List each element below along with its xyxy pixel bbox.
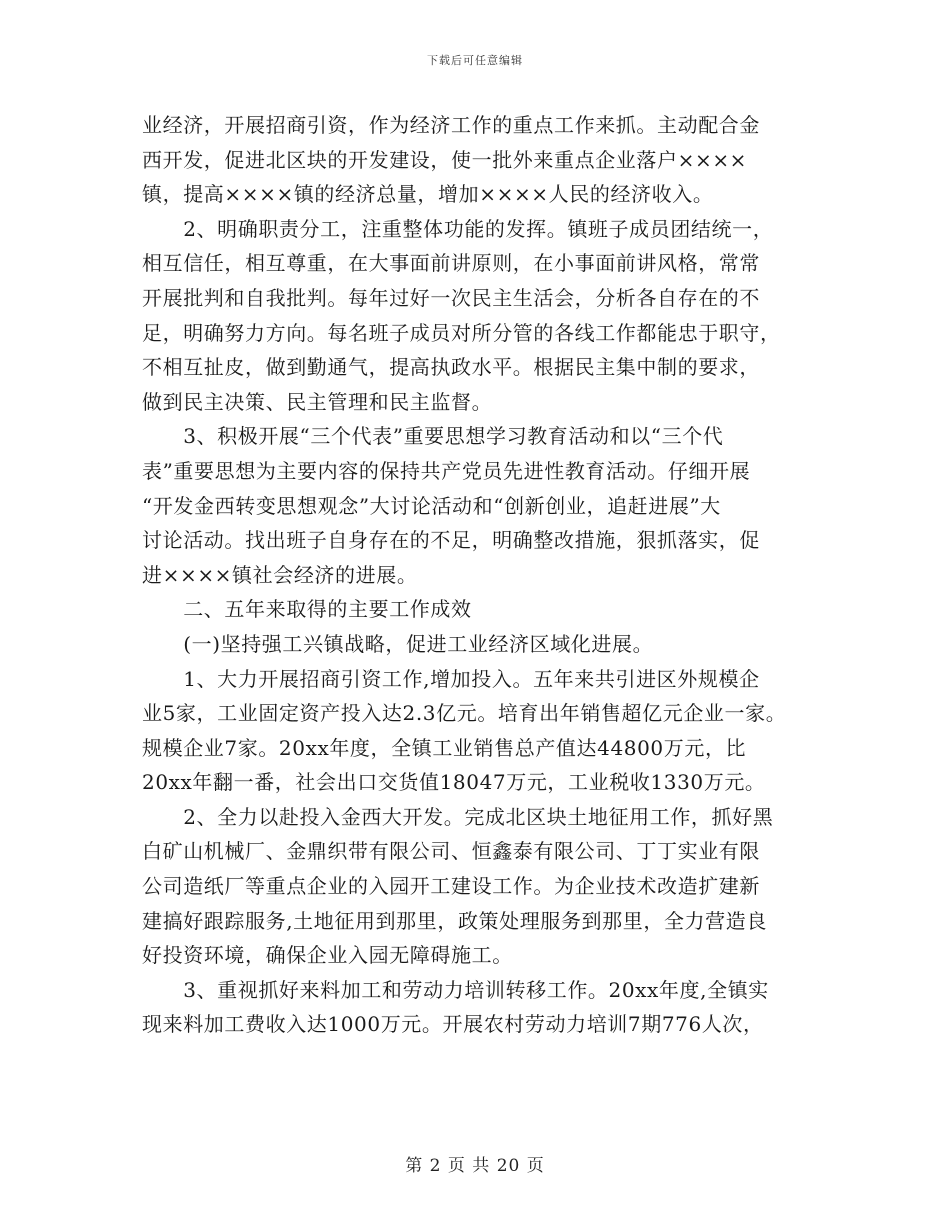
text-line: 做到民主决策、民主管理和民主监督。: [142, 389, 493, 414]
section-heading: 二、五年来取得的主要工作成效: [142, 597, 472, 622]
text-line: 讨论活动。找出班子自身存在的不足，明确整改措施，狠抓落实，促: [142, 528, 760, 553]
text-line: 2、全力以赴投入金西大开发。完成北区块土地征用工作，抓好黑: [142, 804, 774, 829]
page-number-footer: 第 2 页 共 20 页: [405, 1156, 545, 1176]
text-line: 公司造纸厂等重点企业的入园开工建设工作。为企业技术改造扩建新: [142, 874, 760, 899]
document-body: [142, 108, 842, 1042]
page-header: 下载后可任意编辑: [427, 54, 523, 67]
text-line: 3、积极开展“三个代表”重要思想学习教育活动和以“三个代: [142, 424, 724, 449]
text-line: 业5家，工业固定资产投入达2.3亿元。培育出年销售超亿元企业一家。: [142, 701, 787, 726]
subsection-heading: (一)坚持强工兴镇战略，促进工业经济区域化进展。: [142, 631, 654, 656]
text-line: “开发金西转变思想观念”大讨论活动和“创新创业，追赶进展”大: [142, 493, 721, 518]
text-line: 镇，提高××××镇的经济总量，增加××××人民的经济收入。: [142, 182, 714, 207]
text-line: 业经济，开展招商引资，作为经济工作的重点工作来抓。主动配合金: [142, 113, 760, 137]
text-line: 白矿山机械厂、金鼎织带有限公司、恒鑫泰有限公司、丁丁实业有限: [142, 839, 760, 864]
text-line: 1、大力开展招商引资工作,增加投入。五年来共引进区外规模企: [142, 666, 760, 691]
text-line: 20xx年翻一番，社会出口交货值18047万元，工业税收1330万元。: [142, 770, 766, 795]
text-line: 足，明确努力方向。每名班子成员对所分管的各线工作都能忠于职守，: [142, 320, 781, 345]
text-line: 现来料加工费收入达1000万元。开展农村劳动力培训7期776人次，: [142, 1012, 764, 1037]
text-line: 规模企业7家。20xx年度，全镇工业销售总产值达44800万元，比: [142, 735, 747, 760]
text-line: 好投资环境，确保企业入园无障碍施工。: [142, 943, 513, 968]
text-line: 表”重要思想为主要内容的保持共产党员先进性教育活动。仔细开展: [142, 458, 751, 483]
text-line: 西开发，促进北区块的开发建设，使一批外来重点企业落户××××: [142, 147, 748, 172]
text-line: 3、重视抓好来料加工和劳动力培训转移工作。20xx年度,全镇实: [142, 977, 769, 1002]
text-line: 开展批判和自我批判。每年过好一次民主生活会，分析各自存在的不: [142, 285, 760, 310]
text-line: 相互信任，相互尊重，在大事面前讲原则，在小事面前讲风格，常常: [142, 251, 760, 276]
text-line: 2、明确职责分工，注重整体功能的发挥。镇班子成员团结统一，: [142, 216, 774, 241]
text-line: 进××××镇社会经济的进展。: [142, 562, 418, 587]
text-line: 不相互扯皮，做到勤通气，提高执政水平。根据民主集中制的要求，: [142, 355, 760, 380]
text-line: 建搞好跟踪服务,土地征用到那里，政策处理服务到那里，全力营造良: [142, 908, 767, 933]
